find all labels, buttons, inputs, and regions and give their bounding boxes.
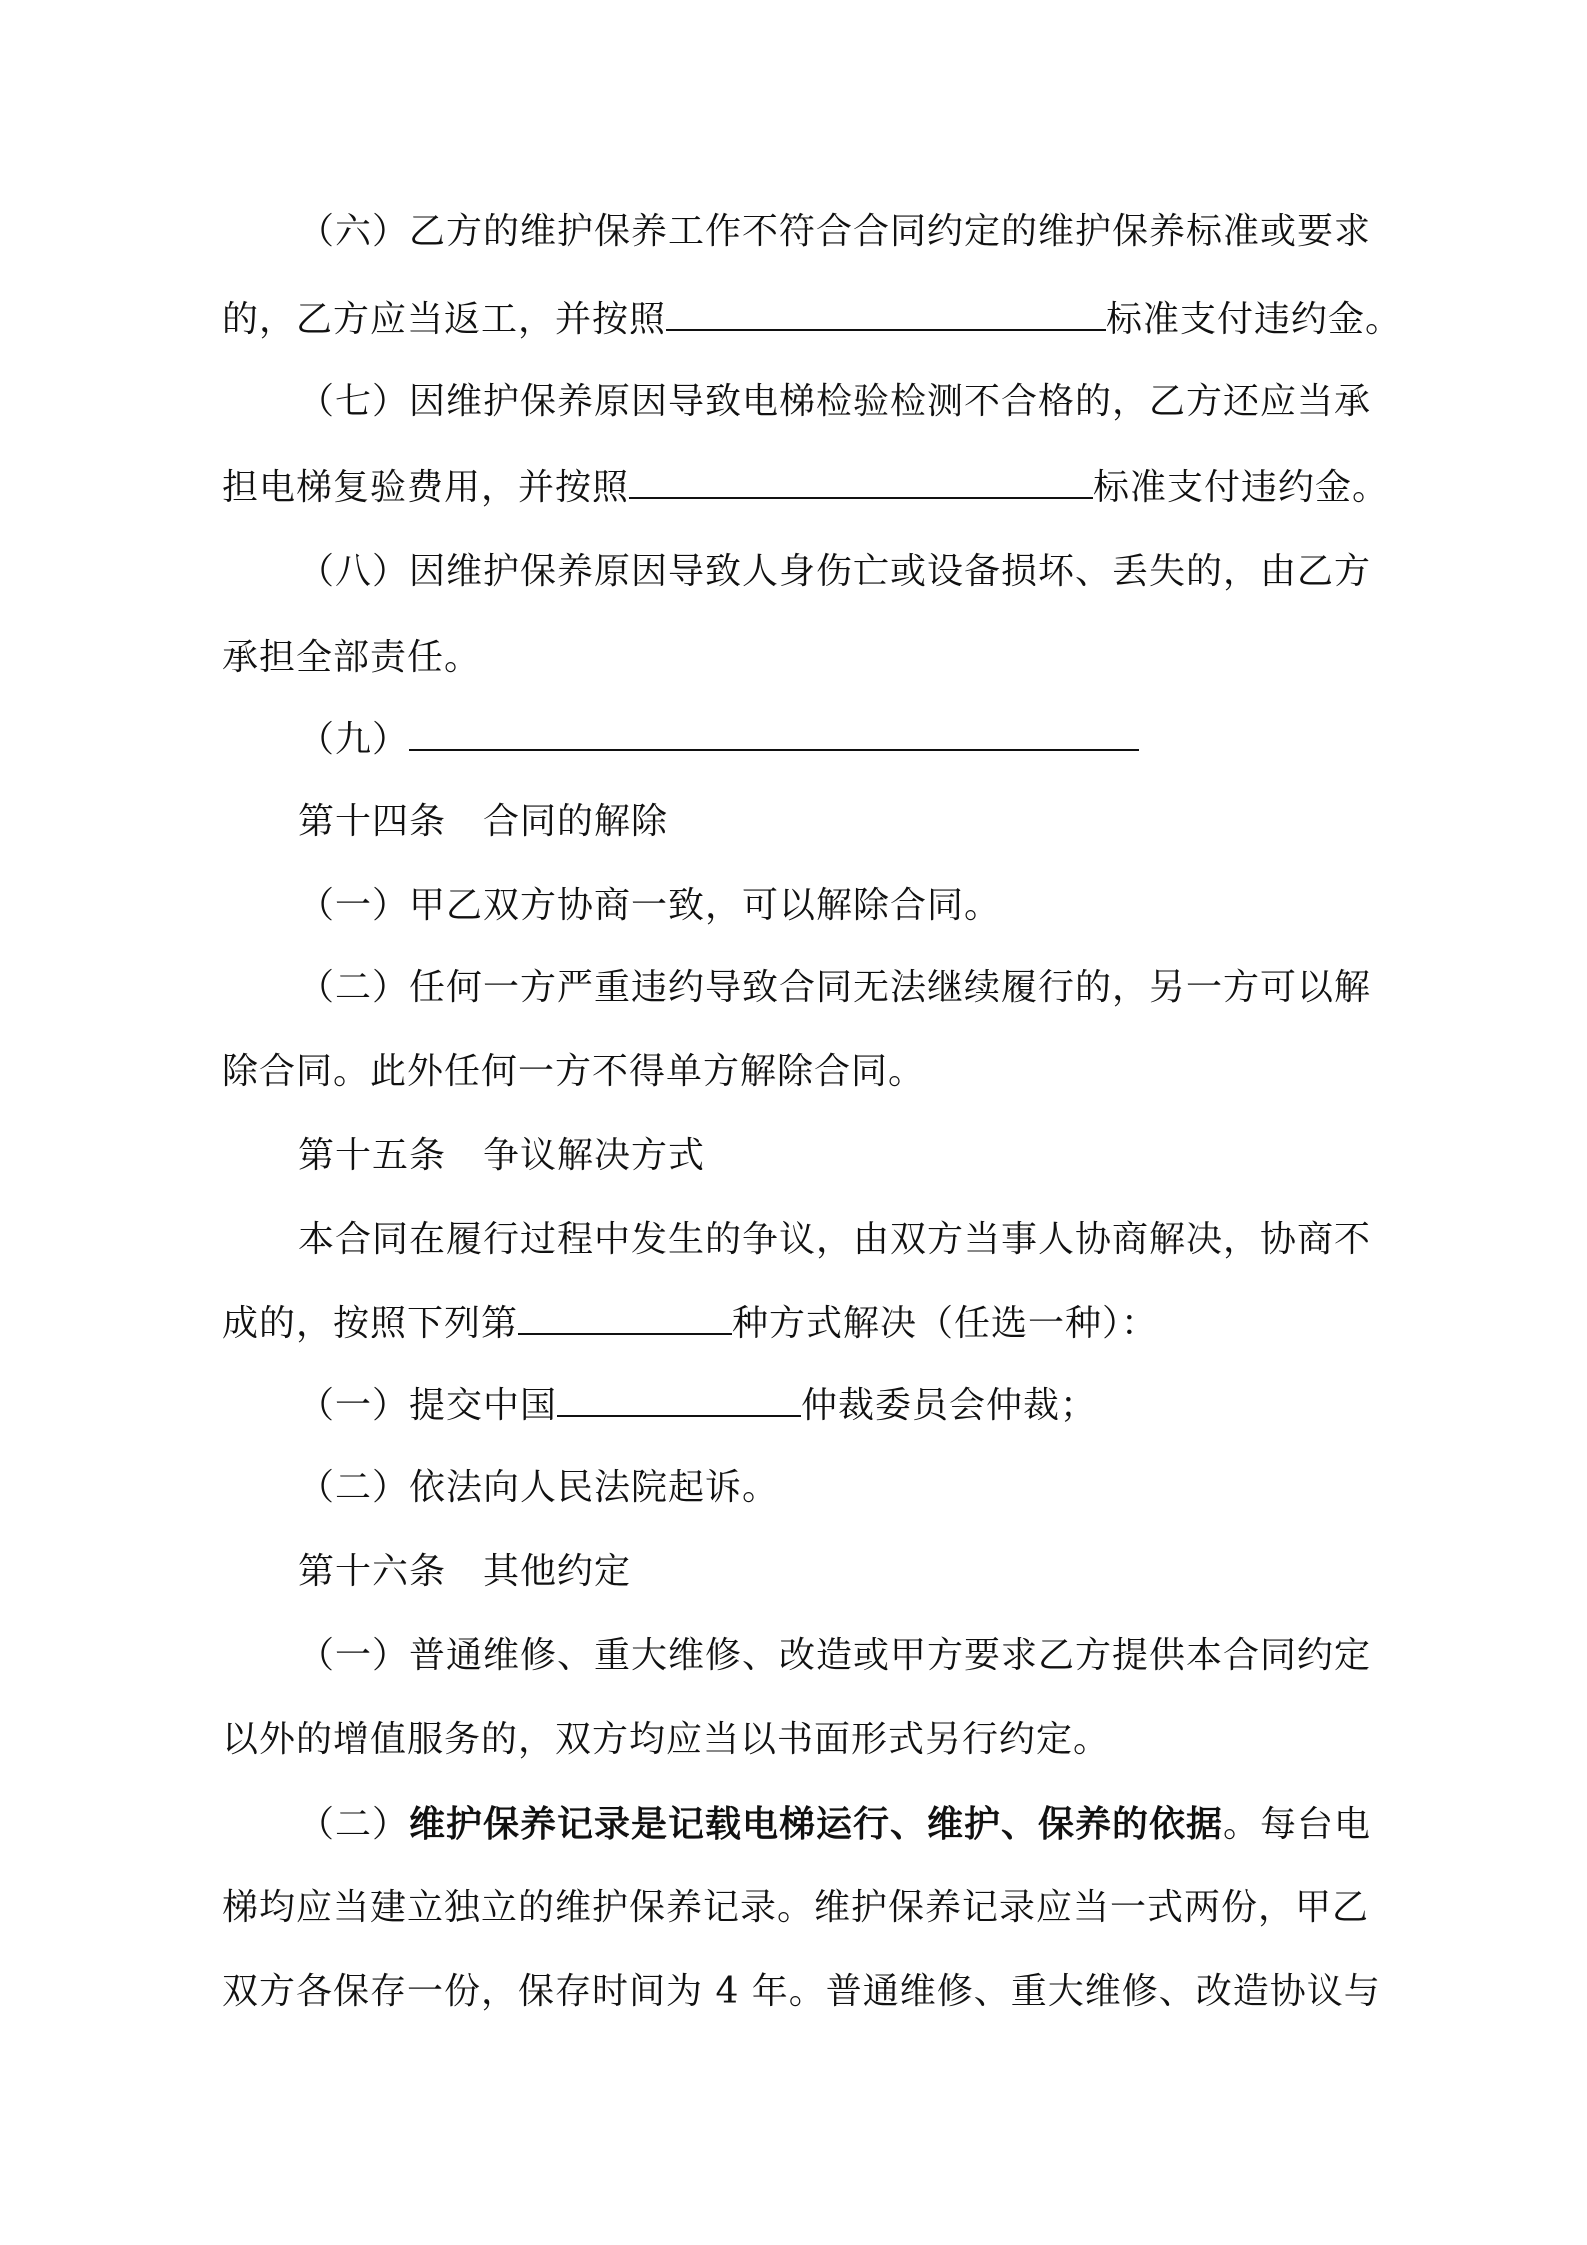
article-16-item-1-line-2: 以外的增值服务的，双方均应当以书面形式另行约定。 xyxy=(222,1719,1111,1760)
maintenance-record-emphasis: 维护保养记录是记载电梯运行、维护、保养的依据 xyxy=(409,1803,1224,1845)
article-15-option-1: （一）提交中国 仲裁委员会仲裁； xyxy=(298,1385,1098,1426)
article-14-item-2-line-2: 除合同。此外任何一方不得单方解除合同。 xyxy=(222,1051,926,1092)
article-15-body-line-1: 本合同在履行过程中发生的争议，由双方当事人协商解决，协商不 xyxy=(298,1219,1372,1260)
article-14-item-1: （一）甲乙双方协商一致，可以解除合同。 xyxy=(298,885,1002,926)
clause-8-line-2: 承担全部责任。 xyxy=(222,637,482,678)
article-15-option-2: （二）依法向人民法院起诉。 xyxy=(298,1467,780,1508)
clause-8-line-1: （八）因维护保养原因导致人身伤亡或设备损坏、丢失的，由乙方 xyxy=(298,551,1372,592)
article-15-title: 第十五条 争议解决方式 xyxy=(298,1135,706,1176)
penalty-standard-blank-1[interactable] xyxy=(666,299,1106,331)
arbitration-commission-blank[interactable] xyxy=(557,1385,801,1417)
article-16-item-1-line-1: （一）普通维修、重大维修、改造或甲方要求乙方提供本合同约定 xyxy=(298,1635,1372,1676)
article-16-item-2-line-1: （二）维护保养记录是记载电梯运行、维护、保养的依据。每台电 xyxy=(298,1803,1372,1845)
clause-6-line-2: 的，乙方应当返工，并按照 标准支付违约金。 xyxy=(222,299,1403,340)
dispute-method-blank[interactable] xyxy=(518,1303,732,1335)
article-16-item-2-line-3: 双方各保存一份，保存时间为 4 年。普通维修、重大维修、改造协议与 xyxy=(222,1971,1381,2012)
penalty-standard-blank-2[interactable] xyxy=(629,467,1093,499)
article-14-title: 第十四条 合同的解除 xyxy=(298,801,669,842)
clause-7-line-2: 担电梯复验费用，并按照 标准支付违约金。 xyxy=(222,467,1390,508)
article-16-title: 第十六条 其他约定 xyxy=(298,1551,632,1592)
clause-9-blank[interactable] xyxy=(409,719,1139,751)
article-14-item-2-line-1: （二）任何一方严重违约导致合同无法继续履行的，另一方可以解 xyxy=(298,967,1372,1008)
clause-9: （九） xyxy=(298,718,1139,762)
article-15-body-line-2: 成的，按照下列第 种方式解决（任选一种）： xyxy=(222,1303,1159,1344)
clause-6-line-1: （六）乙方的维护保养工作不符合合同约定的维护保养标准或要求 xyxy=(298,211,1372,252)
article-16-item-2-line-2: 梯均应当建立独立的维护保养记录。维护保养记录应当一式两份，甲乙 xyxy=(222,1887,1370,1928)
clause-7-line-1: （七）因维护保养原因导致电梯检验检测不合格的，乙方还应当承 xyxy=(298,381,1372,422)
